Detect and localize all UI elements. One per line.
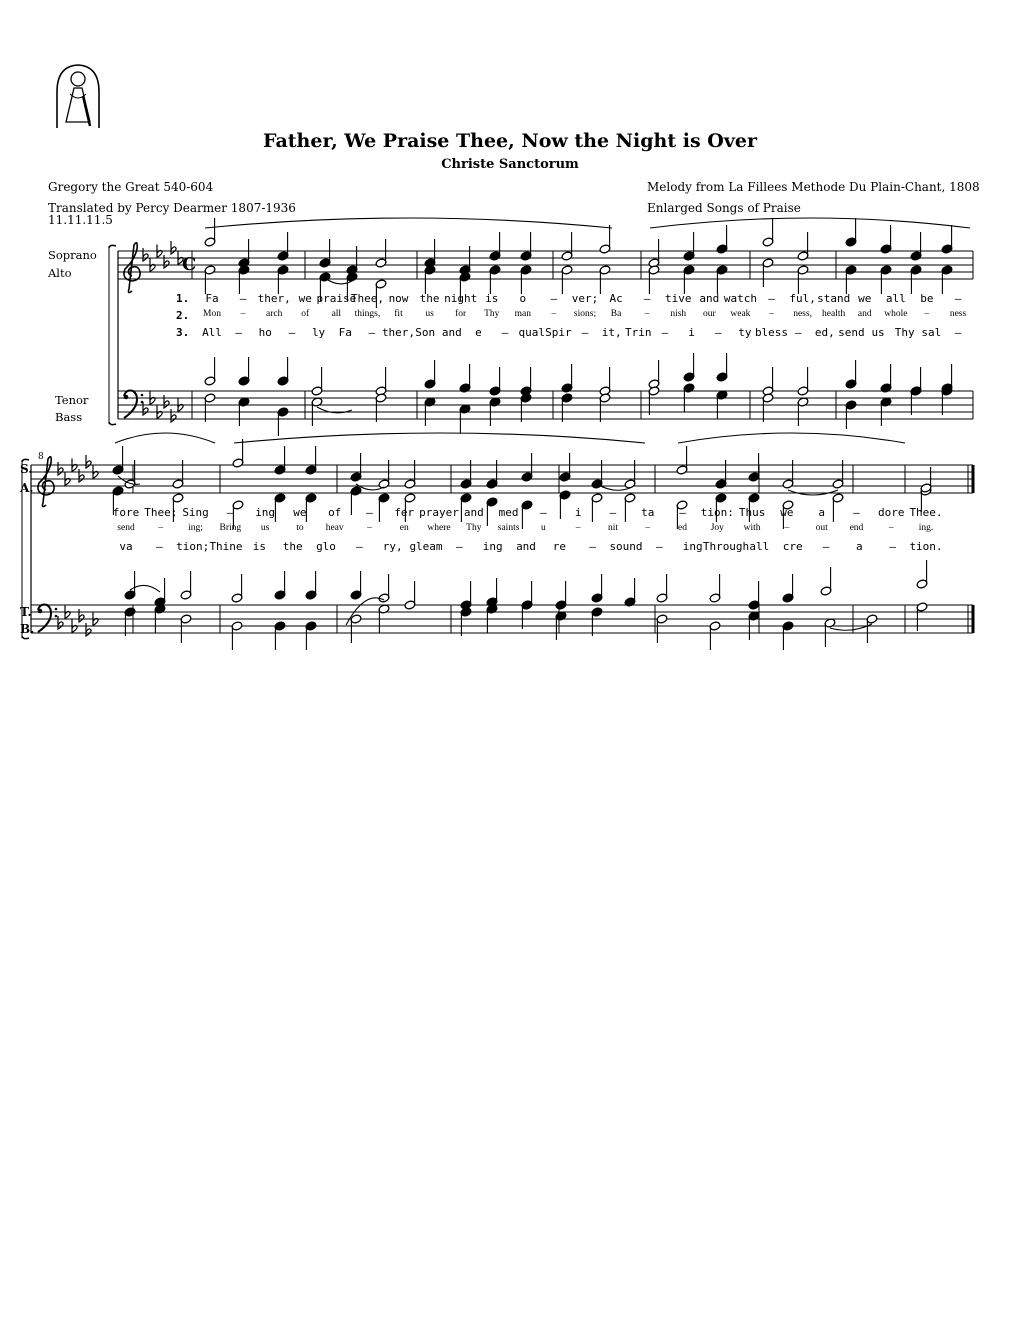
lyric-syllable: ed [678,523,687,533]
bass-clef-dot [38,609,43,614]
translator-credit: Translated by Percy Dearmer 1807-1936 [48,201,296,215]
lyric-syllable: – [239,292,247,305]
lyric-syllable: whole [884,309,908,319]
lyric-syllable: All [202,326,222,339]
lyric-syllable: is [485,292,499,305]
lyric-syllable: i [574,506,582,519]
lyric-syllable: – [768,292,775,305]
lyric-syllable: with [743,523,761,533]
lyric-syllable: – [356,540,363,553]
lyric-syllable: ry, [382,540,403,553]
lyric-syllable: it, [601,326,622,339]
lyric-syllable: ther, [381,326,416,339]
flat-sign [164,395,169,408]
lyric-syllable: – [714,326,722,339]
treble-clef [38,457,54,507]
lyric-syllable: and [699,292,720,305]
lyric-syllable: a [818,506,825,519]
a-short-label: A. [20,481,34,495]
bracket-hook [109,245,116,248]
lyric-syllable: – [368,326,376,339]
lyric-syllable: ed, [814,326,835,339]
bracket-hook [109,422,116,425]
lyric-syllable: ing [482,540,503,553]
lyric-syllable: things, [354,309,381,319]
lyric-syllable: – [769,309,774,319]
bass-clef-dot [55,608,58,611]
lyric-syllable: – [643,292,651,305]
lyric-syllable: ver; [571,292,599,305]
bass-clef-dot [55,615,58,618]
verse-number: 2. [176,309,190,322]
lyric-syllable: Thee; [144,506,178,519]
lyric-syllable: Sing [182,506,209,519]
lyric-syllable: now [388,292,409,305]
lyric-syllable: – [589,540,596,553]
lyric-syllable: i [688,326,695,339]
lyric-syllable: e [475,326,482,339]
lyric-syllable: ho [258,326,272,339]
lyric-syllable: re [552,540,566,553]
lyric-syllable: man [514,309,532,319]
lyric-syllable: saints [497,523,520,533]
page-title: Father, We Praise Thee, Now the Night is Over [263,130,757,152]
lyric-syllable: cre [782,540,803,553]
lyric-syllable: – [644,309,650,319]
lyric-syllable: tion: [700,506,734,519]
lyric-syllable: the [282,540,303,553]
lyric-syllable: Trin [625,326,652,339]
lyric-syllable: ing [682,540,703,553]
author-credit: Gregory the Great 540-604 [48,180,214,194]
lyric-syllable: Mon [203,309,221,319]
lyric-syllable: we [298,292,312,305]
lyric-syllable: – [954,326,962,339]
lyric-syllable: night [444,292,478,305]
lyric-syllable: of [301,309,310,319]
lyric-syllable: – [288,326,296,339]
lyric-syllable: ing; [188,523,203,533]
bracket-hook [22,459,29,462]
lyric-syllable: we [780,506,794,519]
page-subtitle: Christe Sanctorum [441,157,579,172]
bass-clef [38,605,51,632]
lyric-syllable: where [427,523,451,533]
lyric-syllable: ly [311,326,326,339]
lyric-syllable: Thine [209,540,243,553]
flat-sign [58,462,63,475]
lyric-syllable: – [581,326,589,339]
lyric-syllable: Son [415,326,436,339]
lyric-syllable: heav [325,523,344,533]
lyric-syllable: Thus [738,506,766,519]
lyric-syllable: – [853,506,860,519]
lyric-syllable: ing [255,506,276,519]
lyric-syllable: send [117,523,135,533]
flat-sign [79,609,84,622]
lyric-syllable: Ba [610,309,622,319]
lyric-syllable: Joy [710,523,724,533]
lyric-syllable: – [888,523,894,533]
lyric-syllable: all [885,292,906,305]
lyric-syllable: – [456,540,463,553]
b-short-label: B. [20,622,35,636]
slur [788,490,838,495]
lyric-syllable: for [455,309,467,319]
lyric-syllable: – [501,326,509,339]
lyric-syllable: Thy [466,523,482,533]
lyric-syllable: dore [877,506,905,519]
lyric-syllable: Fa [205,292,219,305]
slur [830,624,872,630]
lyric-syllable: to [296,523,304,533]
lyric-syllable: – [575,523,581,533]
s-short-label: S. [20,462,33,476]
lyric-syllable: ness [949,309,967,319]
lyric-syllable: tive [665,292,692,305]
lyric-syllable: all [749,540,770,553]
lyric-syllable: Thee, [350,292,384,305]
lyric-syllable: Through [702,540,750,553]
flat-sign [164,255,169,268]
flat-sign [79,469,84,482]
flat-sign [171,241,176,254]
lyric-syllable: praise [316,292,357,305]
lyric-syllable: – [540,506,547,519]
lyric-syllable: med [498,506,519,519]
phrase-slur [650,218,970,228]
lyric-syllable: ness, [793,309,812,319]
bracket-hook [22,636,29,639]
lyric-syllable: a [856,540,863,553]
lyric-syllable: stand [817,292,851,305]
lyric-syllable: send [838,326,865,339]
melody-credit: Melody from La Fillees Methode Du Plain-Chant, 1808 [647,180,980,194]
lyric-syllable: us [871,326,885,339]
lyric-syllable: sions; [573,309,597,319]
lyric-syllable: – [366,506,373,519]
lyric-syllable: – [822,540,830,553]
lyric-syllable: nit [607,523,618,533]
lyric-syllable: – [551,309,557,319]
lyric-syllable: – [609,506,617,519]
lyric-syllable: Fa [338,326,352,339]
lyric-syllable: o [519,292,527,305]
lyric-syllable: and [463,506,484,519]
phrase-slur [115,433,215,443]
lyric-syllable: us [425,309,434,319]
lyric-syllable: we [858,292,872,305]
lyric-syllable: glo [316,540,336,553]
lyric-syllable: va [119,540,133,553]
lyric-syllable: health [822,309,846,319]
lyric-syllable: Spir [545,326,572,339]
lyric-syllable: ing. [918,523,934,533]
lyric-syllable: – [924,309,930,319]
alto-label: Alto [48,266,72,280]
treble-clef [124,243,140,293]
verse-number: 1. [176,292,190,305]
flat-sign [86,623,91,636]
lyric-syllable: arch [265,309,283,319]
lyric-syllable: – [240,309,246,319]
lyric-syllable: end [849,523,864,533]
lyric-syllable: all [331,309,342,319]
lyric-syllable: is [252,540,266,553]
bass-label: Bass [55,410,83,424]
lyric-syllable: Ac [609,292,623,305]
t-short-label: T. [20,605,32,619]
lyric-syllable: – [645,523,651,533]
lyric-syllable: u [541,523,546,533]
lyric-syllable: qual [518,326,545,339]
lyric-syllable: sal [921,326,942,339]
phrase-slur [678,433,905,443]
soprano-label: Soprano [48,248,97,262]
lyric-syllable: nish [670,309,687,319]
lyric-syllable: tion. [909,540,943,553]
lyric-syllable: – [227,506,234,519]
lyric-syllable: – [794,326,802,339]
phrase-slur [205,218,612,228]
lyric-syllable: – [158,523,164,533]
flat-sign [86,455,91,468]
lyric-syllable: be [920,292,934,305]
lyric-syllable: and [516,540,536,553]
lyric-syllable: gleam [409,540,443,553]
lyric-syllable: our [702,309,716,319]
lyric-syllable: – [550,292,558,305]
lyric-syllable: and [441,326,462,339]
lyric-syllable: bless [754,326,789,339]
lyric-syllable: – [784,523,790,533]
lyric-syllable: ty [738,326,752,339]
lyric-syllable: Thee. [909,506,943,519]
lyric-syllable: prayer [419,506,459,519]
lyric-syllable: watch [723,292,757,305]
tenor-label: Tenor [55,393,89,407]
lyric-syllable: of [328,506,342,519]
lyric-syllable: fer [394,506,415,519]
lyric-syllable: the [419,292,440,305]
lyric-syllable: fore [112,506,140,519]
lyric-syllable: we [293,506,307,519]
flat-sign [143,402,148,415]
lyric-syllable: sound [609,540,643,553]
source-credit: Enlarged Songs of Praise [647,201,801,215]
lyric-syllable: fit [394,309,403,319]
lyric-syllable: – [679,506,686,519]
lyric-syllable: – [235,326,242,339]
meter-label: 11.11.11.5 [48,213,113,227]
lyric-syllable: – [156,540,163,553]
flat-sign [143,248,148,261]
lyric-syllable: out [815,523,828,533]
lyric-syllable: ful, [789,292,816,305]
bass-clef-dot [124,395,129,400]
lyric-syllable: – [656,540,663,553]
lyric-syllable: en [399,523,409,533]
lyric-syllable: weak [730,309,751,319]
lyric-syllable: us [260,523,270,533]
bass-clef-dot [141,394,144,397]
bass-clef [124,391,137,418]
time-signature: C [182,254,197,275]
lyric-syllable: – [889,540,896,553]
lyric-syllable: – [367,523,372,533]
lyric-syllable: – [954,292,962,305]
lyric-syllable: tion; [176,540,210,553]
verse-number: 3. [176,326,190,339]
lyric-syllable: and [857,309,872,319]
flat-sign [58,616,63,629]
measure-number: 8 [38,452,44,462]
flat-sign [171,409,176,422]
lyric-syllable: Thy [484,309,500,319]
lyric-syllable: Bring [219,523,242,533]
phrase-slur [234,433,645,443]
lyric-syllable: Thy [894,326,915,339]
lyric-syllable: – [661,326,669,339]
lyric-syllable: ta [641,506,655,519]
lyric-syllable: ther, [257,292,291,305]
